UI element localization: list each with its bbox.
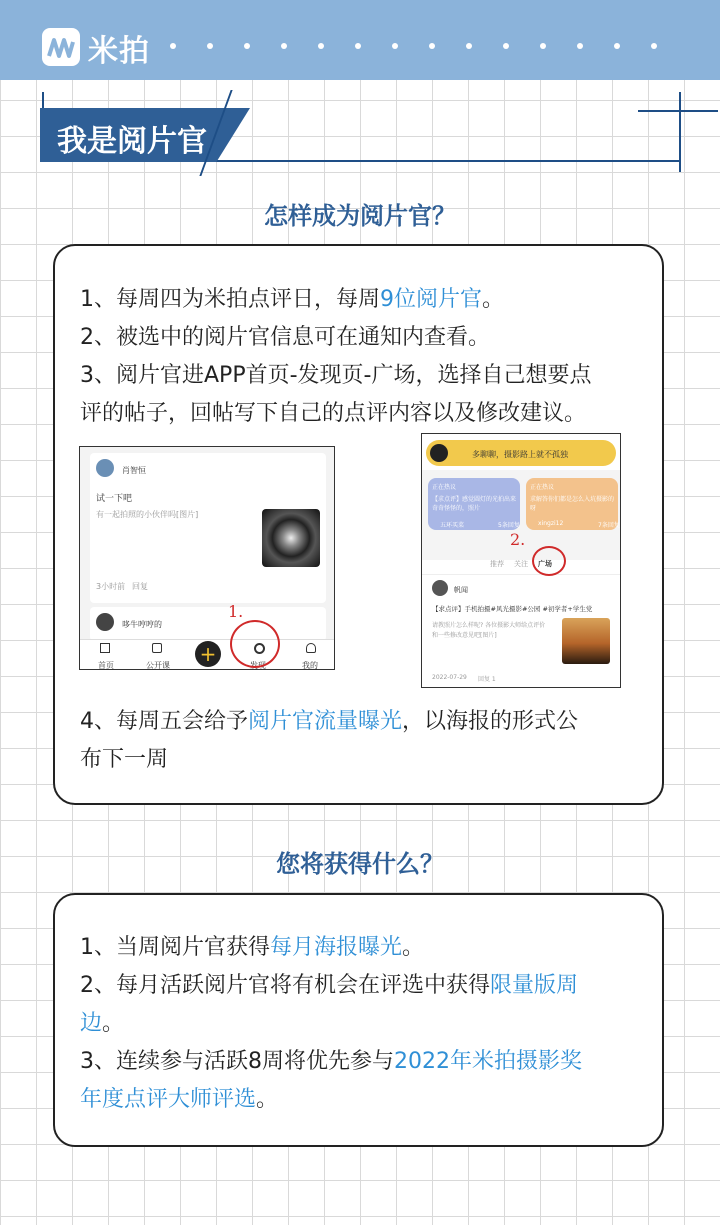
post-user: 帆闻 <box>454 586 468 594</box>
tab-recommend: 推荐 <box>490 560 504 568</box>
benefit-item-2-cont: 边。 <box>80 1011 125 1036</box>
post-user: 哆牛哼哼的 <box>122 620 162 629</box>
how-item-2: 2、被选中的阅片官信息可在通知内查看。 <box>80 325 490 350</box>
post-body: 有一起拍照的小伙伴吗[图片] <box>96 510 199 519</box>
mipai-logo-icon <box>430 444 448 462</box>
screenshot-discover-tab <box>79 446 335 670</box>
post-title: 试一下吧 <box>96 494 133 504</box>
post-user: 肖智恒 <box>122 466 146 475</box>
how-item-1: 1、每周四为米拍点评日，每周9位阅片官。 <box>80 287 505 312</box>
screenshot-square-tab <box>421 433 621 688</box>
avatar <box>432 580 448 596</box>
hot-topic-1: 【求点评】感觉圆灯的光拍出来奇奇怪怪的，照片 <box>432 496 517 512</box>
hot-tag: 正在热议 <box>530 484 555 491</box>
frame-line <box>679 92 681 172</box>
post-tags: 【求点评】手机拍摄#风光摄影#公园 #初学者+学生党 <box>432 605 593 613</box>
tab-follow: 关注 <box>514 560 528 568</box>
benefit-item-3: 3、连续参与活跃8周将优先参与2022年米拍摄影奖 <box>80 1049 582 1074</box>
how-item-4-cont: 布下一周 <box>80 747 169 772</box>
annotation-circle-square <box>532 546 566 576</box>
tab-discover: 发现 <box>250 661 266 670</box>
tab-square: 广场 <box>538 560 552 568</box>
avatar <box>96 613 114 631</box>
course-icon <box>152 643 162 653</box>
banner-title: 我是阅片官 <box>57 124 207 159</box>
hot-topic-1-user: 五环买菜 <box>440 522 465 529</box>
section-title-benefits: 您将获得什么？ <box>276 850 444 878</box>
benefit-item-3-cont: 年度点评大师评选。 <box>80 1087 279 1112</box>
how-item-3: 3、阅片官进APP首页-发现页-广场，选择自己想要点 <box>80 363 592 388</box>
square-banner: 多聊聊，摄影路上就不孤独 <box>472 450 568 459</box>
user-icon <box>306 643 316 653</box>
hot-topic-2: 求解答你们都是怎么入坑摄影的呀 <box>530 496 615 512</box>
section-title-how: 怎样成为阅片官？ <box>264 202 456 230</box>
how-item-4: 4、每周五会给予阅片官流量曝光，以海报的形式公 <box>80 709 579 734</box>
post-photo <box>562 618 610 664</box>
how-item-3-cont: 评的帖子，回帖写下自己的点评内容以及修改建议。 <box>80 401 587 426</box>
annotation-circle-discover <box>230 620 280 668</box>
benefit-item-1: 1、当周阅片官获得每月海报曝光。 <box>80 935 425 960</box>
post-reply: 回复 <box>132 582 148 591</box>
hot-tag: 正在热议 <box>432 484 457 491</box>
avatar <box>96 459 114 477</box>
home-icon <box>100 643 110 653</box>
post-body-2: 和一些修改意见吧[图片] <box>432 632 497 639</box>
frame-line <box>215 160 680 162</box>
post-time: 3小时前 <box>96 582 126 591</box>
hot-topic-2-count: 7条回复 <box>598 522 620 529</box>
annotation-number-1: 1. <box>228 602 244 621</box>
mipai-logo-icon <box>42 28 80 66</box>
tab-course: 公开课 <box>146 661 170 670</box>
post-body-1: 请教照片怎么样呢? 各位摄影大师给点评价 <box>432 622 546 629</box>
post-reply: 回复 1 <box>478 676 496 683</box>
frame-line <box>638 110 718 112</box>
hot-topic-1-count: 5条回复 <box>498 522 520 529</box>
brand-name: 米拍 <box>88 34 150 69</box>
tab-home: 首页 <box>98 661 114 670</box>
plus-icon: + <box>195 641 221 667</box>
hot-topic-2-user: xingzi12 <box>538 520 564 527</box>
tab-mine: 我的 <box>302 661 318 670</box>
post-date: 2022-07-29 <box>432 674 467 681</box>
annotation-number-2: 2. <box>510 530 526 549</box>
header-dots <box>170 43 657 49</box>
benefit-item-2: 2、每月活跃阅片官将有机会在评选中获得限量版周 <box>80 973 579 998</box>
post-photo <box>262 509 320 567</box>
